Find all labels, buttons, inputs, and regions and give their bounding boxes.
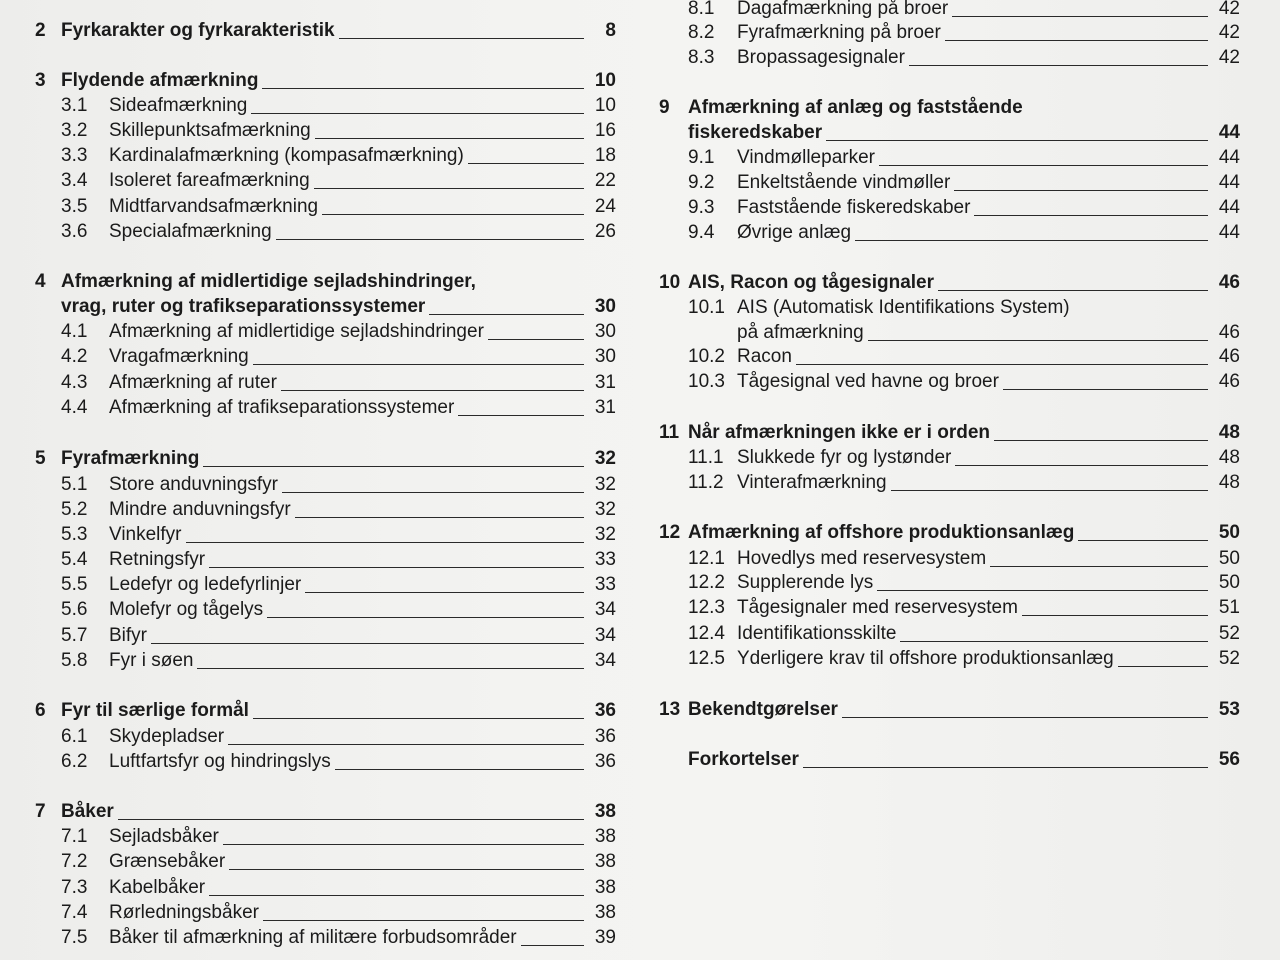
toc-entry-title: Mindre anduvningsfyr <box>109 499 291 520</box>
toc-entry-title: Fyr i søen <box>109 650 194 671</box>
toc-entry-title: Sejladsbåker <box>109 826 219 847</box>
toc-entry-number: 9.3 <box>688 197 715 218</box>
toc-entry-number: 8.2 <box>688 22 715 43</box>
toc-section-entry <box>688 623 1240 645</box>
toc-page-number: 38 <box>594 801 616 822</box>
toc-entry-number: 5.5 <box>61 574 88 595</box>
toc-entry-number: 4 <box>35 271 46 292</box>
toc-page-number: 42 <box>1218 22 1240 43</box>
toc-page-number: 51 <box>1218 597 1240 618</box>
toc-entry-title: Når afmærkningen ikke er i orden <box>688 422 990 443</box>
toc-leader-line <box>955 464 1208 466</box>
toc-entry-title: Grænsebåker <box>109 851 226 872</box>
toc-page-number: 48 <box>1218 422 1240 443</box>
toc-page-number: 16 <box>594 120 616 141</box>
toc-entry-title: Molefyr og tågelys <box>109 599 264 620</box>
toc-page-number: 22 <box>594 170 616 191</box>
toc-entry-title: Yderligere krav til offshore produktionsanlæg <box>737 648 1114 669</box>
toc-entry-number: 3.5 <box>61 196 88 217</box>
toc-page-number: 46 <box>1218 272 1240 293</box>
toc-entry-title: Afmærkning af midlertidige sejladshindringer, <box>61 271 476 292</box>
toc-section-entry <box>688 297 1240 319</box>
toc-entry-title: Skillepunktsafmærkning <box>109 120 311 141</box>
toc-page-number: 8 <box>605 20 616 41</box>
toc-page-number: 32 <box>594 474 616 495</box>
toc-page-number: 34 <box>594 625 616 646</box>
toc-section-entry <box>688 447 1240 469</box>
toc-entry-title: på afmærkning <box>737 322 864 343</box>
toc-entry-number: 3 <box>35 70 46 91</box>
toc-page-number: 44 <box>1218 197 1240 218</box>
toc-page-number: 48 <box>1218 472 1240 493</box>
toc-entry-title: Luftfartsfyr og hindringslys <box>109 751 331 772</box>
toc-section-entry <box>688 22 1240 44</box>
toc-entry-title: Vinkelfyr <box>109 524 182 545</box>
toc-entry-title: Afmærkning af ruter <box>109 372 277 393</box>
toc-entry-title: Ledefyr og ledefyrlinjer <box>109 574 302 595</box>
toc-page-number: 30 <box>594 346 616 367</box>
toc-page-number: 38 <box>594 826 616 847</box>
toc-page-number: 50 <box>1218 572 1240 593</box>
toc-entry-title: Rørledningsbåker <box>109 902 259 923</box>
toc-entry-number: 7.5 <box>61 927 88 948</box>
toc-leader-line <box>974 214 1208 216</box>
toc-entry-title: Dagafmærkning på broer <box>737 0 949 19</box>
toc-entry-number: 3.1 <box>61 95 88 116</box>
toc-page-number: 33 <box>594 549 616 570</box>
toc-entry-title: Vindmølleparker <box>737 147 875 168</box>
toc-entry-title: Specialafmærkning <box>109 221 272 242</box>
toc-entry-number: 6 <box>35 700 46 721</box>
toc-entry-number: 3.2 <box>61 120 88 141</box>
toc-entry-number: 12.3 <box>688 597 725 618</box>
toc-entry-number: 9 <box>659 97 670 118</box>
toc-entry-number: 4.1 <box>61 321 88 342</box>
toc-entry-number: 4.3 <box>61 372 88 393</box>
toc-entry-title: Tågesignal ved havne og broer <box>737 371 999 392</box>
toc-entry-title: Flydende afmærkning <box>61 70 259 91</box>
toc-page-number: 24 <box>594 196 616 217</box>
toc-leader-line <box>796 363 1208 365</box>
toc-entry-title: fiskeredskaber <box>688 122 823 143</box>
toc-page-number: 33 <box>594 574 616 595</box>
toc-leader-line <box>945 39 1208 41</box>
toc-entry-number: 12.2 <box>688 572 725 593</box>
toc-entry-title: Båker til afmærkning af militære forbudsområder <box>109 927 517 948</box>
toc-page-number: 31 <box>594 372 616 393</box>
toc-page-number: 30 <box>594 296 616 317</box>
toc-entry-number: 7.4 <box>61 902 88 923</box>
toc-page-number: 39 <box>594 927 616 948</box>
toc-entry-number: 5.6 <box>61 599 88 620</box>
toc-entry-number: 11.1 <box>688 447 724 468</box>
toc-chapter-entry <box>659 97 1240 119</box>
toc-entry-title: Kabelbåker <box>109 877 206 898</box>
toc-page-number: 44 <box>1218 122 1240 143</box>
toc-section-entry <box>688 572 1240 594</box>
toc-section-entry <box>688 222 1240 244</box>
toc-entry-title: AIS, Racon og tågesignaler <box>688 272 934 293</box>
toc-entry-title: Isoleret fareafmærkning <box>109 170 310 191</box>
toc-page-number: 46 <box>1218 371 1240 392</box>
toc-entry-title: Identifikationsskilte <box>737 623 897 644</box>
toc-entry-title: Tågesignaler med reservesystem <box>737 597 1018 618</box>
toc-leader-line <box>879 164 1208 166</box>
toc-leader-line <box>877 589 1208 591</box>
toc-entry-number: 13 <box>659 699 681 720</box>
toc-entry-title: Slukkede fyr og lystønder <box>737 447 952 468</box>
toc-entry-number: 12.5 <box>688 648 725 669</box>
toc-page-number: 38 <box>594 902 616 923</box>
toc-section-entry <box>688 371 1240 393</box>
toc-entry-number: 7.1 <box>61 826 88 847</box>
toc-entry-title: Fyrafmærkning på broer <box>737 22 941 43</box>
toc-entry-number: 5.8 <box>61 650 88 671</box>
toc-entry-number: 4.2 <box>61 346 88 367</box>
toc-page-number: 34 <box>594 650 616 671</box>
toc-entry-title: Vragafmærkning <box>109 346 249 367</box>
toc-section-entry <box>688 597 1240 619</box>
toc-section-entry <box>688 47 1240 69</box>
toc-entry-number: 5.7 <box>61 625 88 646</box>
toc-entry-number: 7.3 <box>61 877 88 898</box>
toc-leader-line <box>855 239 1208 241</box>
toc-page-number: 52 <box>1218 648 1240 669</box>
toc-entry-title: Midtfarvandsafmærkning <box>109 196 319 217</box>
toc-entry-title: Afmærkning af offshore produktionsanlæg <box>688 522 1075 543</box>
toc-page-number: 52 <box>1218 623 1240 644</box>
toc-page-number: 30 <box>594 321 616 342</box>
toc-entry-title: Racon <box>737 346 792 367</box>
toc-entry-number: 11.2 <box>688 472 724 493</box>
toc-entry-title: Afmærkning af midlertidige sejladshindringer <box>109 321 484 342</box>
toc-leader-line <box>952 15 1208 17</box>
toc-entry-title: Øvrige anlæg <box>737 222 852 243</box>
toc-page-number: 44 <box>1218 147 1240 168</box>
toc-entry-title: Bekendtgørelser <box>688 699 838 720</box>
toc-entry-number: 12.1 <box>688 548 725 569</box>
toc-entry-title: vrag, ruter og trafikseparationssystemer <box>61 296 426 317</box>
toc-leader-line <box>909 64 1208 66</box>
toc-entry-number: 9.1 <box>688 147 715 168</box>
toc-entry-title: AIS (Automatisk Identifikations System) <box>737 297 1070 318</box>
toc-page-number: 42 <box>1218 47 1240 68</box>
toc-chapter-entry <box>688 749 1240 771</box>
toc-page-number: 48 <box>1218 447 1240 468</box>
toc-leader-line <box>842 716 1208 718</box>
toc-page-number: 44 <box>1218 222 1240 243</box>
toc-entry-number: 10.3 <box>688 371 725 392</box>
toc-entry-number: 9.4 <box>688 222 715 243</box>
toc-page-number: 53 <box>1218 699 1240 720</box>
toc-entry-title: Store anduvningsfyr <box>109 474 278 495</box>
toc-chapter-entry <box>659 699 1240 721</box>
toc-entry-number: 11 <box>659 422 680 443</box>
toc-entry-title: Enkeltstående vindmøller <box>737 172 951 193</box>
toc-section-entry <box>688 0 1240 20</box>
toc-page-number: 38 <box>594 851 616 872</box>
toc-entry-title: Fyrafmærkning <box>61 448 200 469</box>
toc-leader-line <box>900 640 1208 642</box>
toc-entry-number: 6.1 <box>61 726 88 747</box>
toc-entry-title: Afmærkning af anlæg og faststående <box>688 97 1023 118</box>
toc-entry-title: Afmærkning af trafikseparationssystemer <box>109 397 455 418</box>
toc-entry-title: Skydepladser <box>109 726 225 747</box>
toc-entry-title: Kardinalafmærkning (kompasafmærkning) <box>109 145 464 166</box>
toc-section-entry <box>737 322 1240 344</box>
toc-entry-number: 6.2 <box>61 751 88 772</box>
toc-entry-title: Hovedlys med reservesystem <box>737 548 987 569</box>
toc-entry-number: 3.4 <box>61 170 88 191</box>
toc-entry-title: Faststående fiskeredskaber <box>737 197 971 218</box>
toc-page-number: 50 <box>1218 548 1240 569</box>
toc-leader-line <box>1118 665 1208 667</box>
toc-entry-number: 12.4 <box>688 623 725 644</box>
toc-entry-title: Fyrkarakter og fyrkarakteristik <box>61 20 335 41</box>
toc-entry-title: Sideafmærkning <box>109 95 248 116</box>
toc-entry-title: Fyr til særlige formål <box>61 700 249 721</box>
toc-page-number: 32 <box>594 499 616 520</box>
toc-page-number: 44 <box>1218 172 1240 193</box>
toc-entry-number: 2 <box>35 20 46 41</box>
toc-entry-number: 4.4 <box>61 397 88 418</box>
toc-leader-line <box>868 339 1208 341</box>
toc-chapter-entry <box>659 272 1240 294</box>
toc-entry-number: 8.1 <box>688 0 715 19</box>
toc-page-number: 36 <box>594 751 616 772</box>
toc-entry-number: 5.1 <box>61 474 88 495</box>
toc-entry-title: Retningsfyr <box>109 549 206 570</box>
toc-section-entry <box>688 648 1240 670</box>
toc-entry-number: 8.3 <box>688 47 715 68</box>
toc-entry-title: Forkortelser <box>688 749 799 770</box>
toc-section-entry <box>688 172 1240 194</box>
toc-entry-number: 5.2 <box>61 499 88 520</box>
toc-entry-title: Båker <box>61 801 114 822</box>
toc-entry-title: Bifyr <box>109 625 147 646</box>
toc-entry-number: 7 <box>35 801 46 822</box>
toc-section-entry <box>688 147 1240 169</box>
toc-entry-number: 12 <box>659 522 681 543</box>
toc-page-number: 26 <box>594 221 616 242</box>
toc-page-number: 42 <box>1218 0 1240 19</box>
toc-entry-number: 10.2 <box>688 346 725 367</box>
toc-chapter-entry <box>659 422 1240 444</box>
toc-leader-line <box>938 289 1208 291</box>
toc-chapter-entry <box>688 122 1240 144</box>
toc-entry-number: 9.2 <box>688 172 715 193</box>
toc-entry-number: 7.2 <box>61 851 88 872</box>
toc-page-number: 46 <box>1218 322 1240 343</box>
toc-page-number: 10 <box>594 95 616 116</box>
toc-leader-line <box>803 766 1208 768</box>
toc-leader-line <box>994 439 1208 441</box>
toc-page-number: 31 <box>594 397 616 418</box>
toc-entry-number: 5.4 <box>61 549 88 570</box>
toc-page-number: 18 <box>594 145 616 166</box>
toc-entry-number: 3.3 <box>61 145 88 166</box>
toc-chapter-entry <box>659 522 1240 544</box>
toc-leader-line <box>954 189 1208 191</box>
toc-page-number: 46 <box>1218 346 1240 367</box>
toc-page-number: 34 <box>594 599 616 620</box>
toc-entry-number: 5 <box>35 448 46 469</box>
toc-leader-line <box>891 489 1208 491</box>
toc-leader-line <box>1003 388 1208 390</box>
toc-leader-line <box>826 139 1208 141</box>
toc-section-entry <box>688 197 1240 219</box>
toc-section-entry <box>688 346 1240 368</box>
toc-section-entry <box>688 472 1240 494</box>
toc-section-entry <box>688 548 1240 570</box>
toc-entry-title: Bropassagesignaler <box>737 47 905 68</box>
toc-entry-title: Vinterafmærkning <box>737 472 887 493</box>
toc-entry-number: 5.3 <box>61 524 88 545</box>
toc-leader-line <box>1078 539 1208 541</box>
toc-entry-number: 10 <box>659 272 681 293</box>
toc-page-number: 56 <box>1218 749 1240 770</box>
toc-page-number: 36 <box>594 726 616 747</box>
toc-page-number: 50 <box>1218 522 1240 543</box>
toc-page-number: 38 <box>594 877 616 898</box>
toc-leader-line <box>990 565 1208 567</box>
toc-page-number: 10 <box>594 70 616 91</box>
toc-page-number: 32 <box>594 524 616 545</box>
toc-entry-number: 10.1 <box>688 297 725 318</box>
toc-entry-title: Supplerende lys <box>737 572 874 593</box>
toc-entry-number: 3.6 <box>61 221 88 242</box>
toc-leader-line <box>1022 614 1208 616</box>
toc-page-number: 32 <box>594 448 616 469</box>
toc-page-number: 36 <box>594 700 616 721</box>
